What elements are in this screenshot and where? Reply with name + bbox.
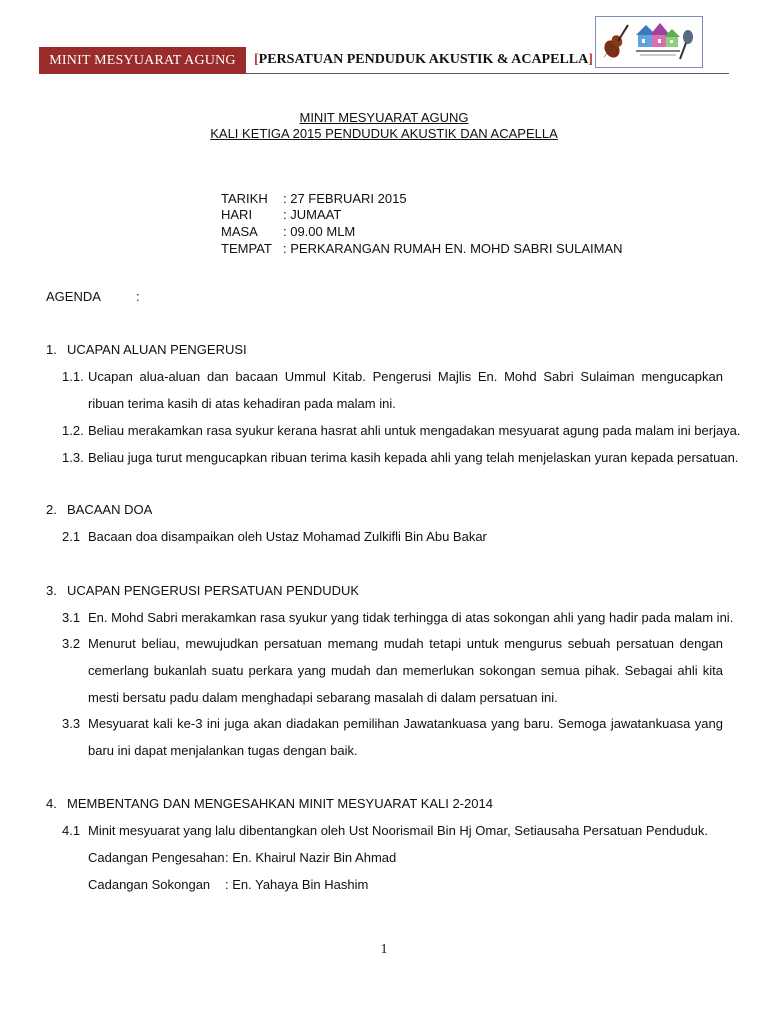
item-text: Beliau merakamkan rasa syukur kerana hasrat ahli untuk mengadakan mesyuarat agung pada malam ini berjaya. bbox=[88, 423, 741, 438]
item-number: 1.1. bbox=[62, 369, 84, 384]
item-text: Bacaan doa disampaikan oleh Ustaz Mohamad Zulkifli Bin Abu Bakar bbox=[88, 529, 487, 544]
section-number: 1. bbox=[46, 342, 57, 357]
item-number: 2.1 bbox=[62, 529, 81, 544]
section-title: MEMBENTANG DAN MENGESAHKAN MINIT MESYUARAT KALI 2-2014 bbox=[67, 796, 493, 811]
item-number: 3.1 bbox=[62, 610, 81, 625]
section-title: UCAPAN ALUAN PENGERUSI bbox=[67, 342, 247, 357]
proposal-value: : En. Yahaya Bin Hashim bbox=[225, 877, 369, 892]
agenda-item bbox=[62, 710, 723, 764]
item-number: 4.1 bbox=[62, 823, 81, 838]
houses-icon bbox=[636, 23, 680, 47]
info-label-day: HARI bbox=[221, 207, 253, 222]
agenda-colon: : bbox=[136, 289, 140, 304]
association-name: PERSATUAN PENDUDUK AKUSTIK & ACAPELLA bbox=[258, 52, 589, 67]
item-number: 1.3. bbox=[62, 450, 84, 465]
agenda-item bbox=[62, 417, 742, 444]
info-label-time: MASA bbox=[221, 224, 258, 239]
proposal-label: Cadangan Pengesahan bbox=[88, 850, 225, 865]
item-text: Minit mesyuarat yang lalu dibentangkan oleh Ust Noorismail Bin Hj Omar, Setiausaha Persatuan Penduduk. bbox=[88, 823, 709, 838]
section-number: 3. bbox=[46, 583, 57, 598]
header-label: MINIT MESYUARAT AGUNG bbox=[39, 47, 246, 74]
agenda-item bbox=[62, 444, 742, 471]
agenda-item bbox=[62, 523, 742, 550]
section-heading bbox=[46, 342, 247, 357]
item-number: 3.2 bbox=[62, 636, 81, 651]
header-rule bbox=[246, 73, 729, 74]
bracket-open: [ bbox=[254, 52, 259, 67]
info-value-place: : PERKARANGAN RUMAH EN. MOHD SABRI SULAIMAN bbox=[283, 241, 623, 256]
section-number: 4. bbox=[46, 796, 57, 811]
document-subtitle: KALI KETIGA 2015 PENDUDUK AKUSTIK DAN ACAPELLA bbox=[210, 126, 558, 141]
item-number: 1.2. bbox=[62, 423, 84, 438]
header-association bbox=[254, 52, 593, 68]
proposal-row bbox=[88, 850, 396, 865]
info-value-time: : 09.00 MLM bbox=[283, 224, 356, 239]
section-number: 2. bbox=[46, 502, 57, 517]
agenda-item bbox=[62, 817, 752, 844]
section-title: UCAPAN PENGERUSI PERSATUAN PENDUDUK bbox=[67, 583, 360, 598]
item-number: 3.3 bbox=[62, 716, 81, 731]
proposal-value: : En. Khairul Nazir Bin Ahmad bbox=[225, 850, 397, 865]
section-heading bbox=[46, 502, 152, 517]
item-text: Menurut beliau, mewujudkan persatuan memang mudah tetapi untuk mengurus sebuah persatuan dengan cemerlang bukanlah suatu perkara yang mudah dan memerlukan sokongan semua pihak. Sebagai ahli kita mesti bersatu padu dalam menghadapi sebarang masalah di dalam persatuan ini. bbox=[88, 636, 723, 705]
agenda-item bbox=[62, 363, 723, 417]
agenda-label: AGENDA bbox=[46, 289, 101, 304]
document-title: MINIT MESYUARAT AGUNG bbox=[299, 110, 469, 125]
microphone-icon bbox=[680, 30, 693, 59]
item-text: Mesyuarat kali ke-3 ini juga akan diadakan pemilihan Jawatankuasa yang baru. Semoga jawatankuasa yang baru ini dapat menjalankan tugas dengan baik. bbox=[88, 716, 723, 758]
agenda-item bbox=[62, 604, 742, 631]
section-heading bbox=[46, 583, 359, 598]
info-value-day: : JUMAAT bbox=[283, 207, 342, 222]
item-text: En. Mohd Sabri merakamkan rasa syukur yang tidak terhingga di atas sokongan ahli yang hadir pada malam ini. bbox=[88, 610, 734, 625]
section-title: BACAAN DOA bbox=[67, 502, 153, 517]
info-label-date: TARIKH bbox=[221, 191, 268, 206]
bracket-close: ] bbox=[588, 52, 593, 67]
info-value-date: : 27 FEBRUARI 2015 bbox=[283, 191, 407, 206]
item-text: Ucapan alua-aluan dan bacaan Ummul Kitab. Pengerusi Majlis En. Mohd Sabri Sulaiman mengucapkan ribuan terima kasih di atas kehadiran pada malam ini. bbox=[88, 369, 723, 411]
proposal-label: Cadangan Sokongan bbox=[88, 877, 211, 892]
violin-icon bbox=[601, 25, 628, 60]
proposal-row bbox=[88, 877, 368, 892]
info-label-place: TEMPAT bbox=[221, 241, 272, 256]
agenda-item bbox=[62, 630, 723, 711]
section-heading bbox=[46, 796, 493, 811]
page-number: 1 bbox=[380, 942, 388, 957]
item-text: Beliau juga turut mengucapkan ribuan terima kasih kepada ahli yang telah menjelaskan yuran kepada persatuan. bbox=[88, 450, 739, 465]
logo-graphic bbox=[596, 17, 702, 67]
association-logo bbox=[595, 16, 703, 68]
